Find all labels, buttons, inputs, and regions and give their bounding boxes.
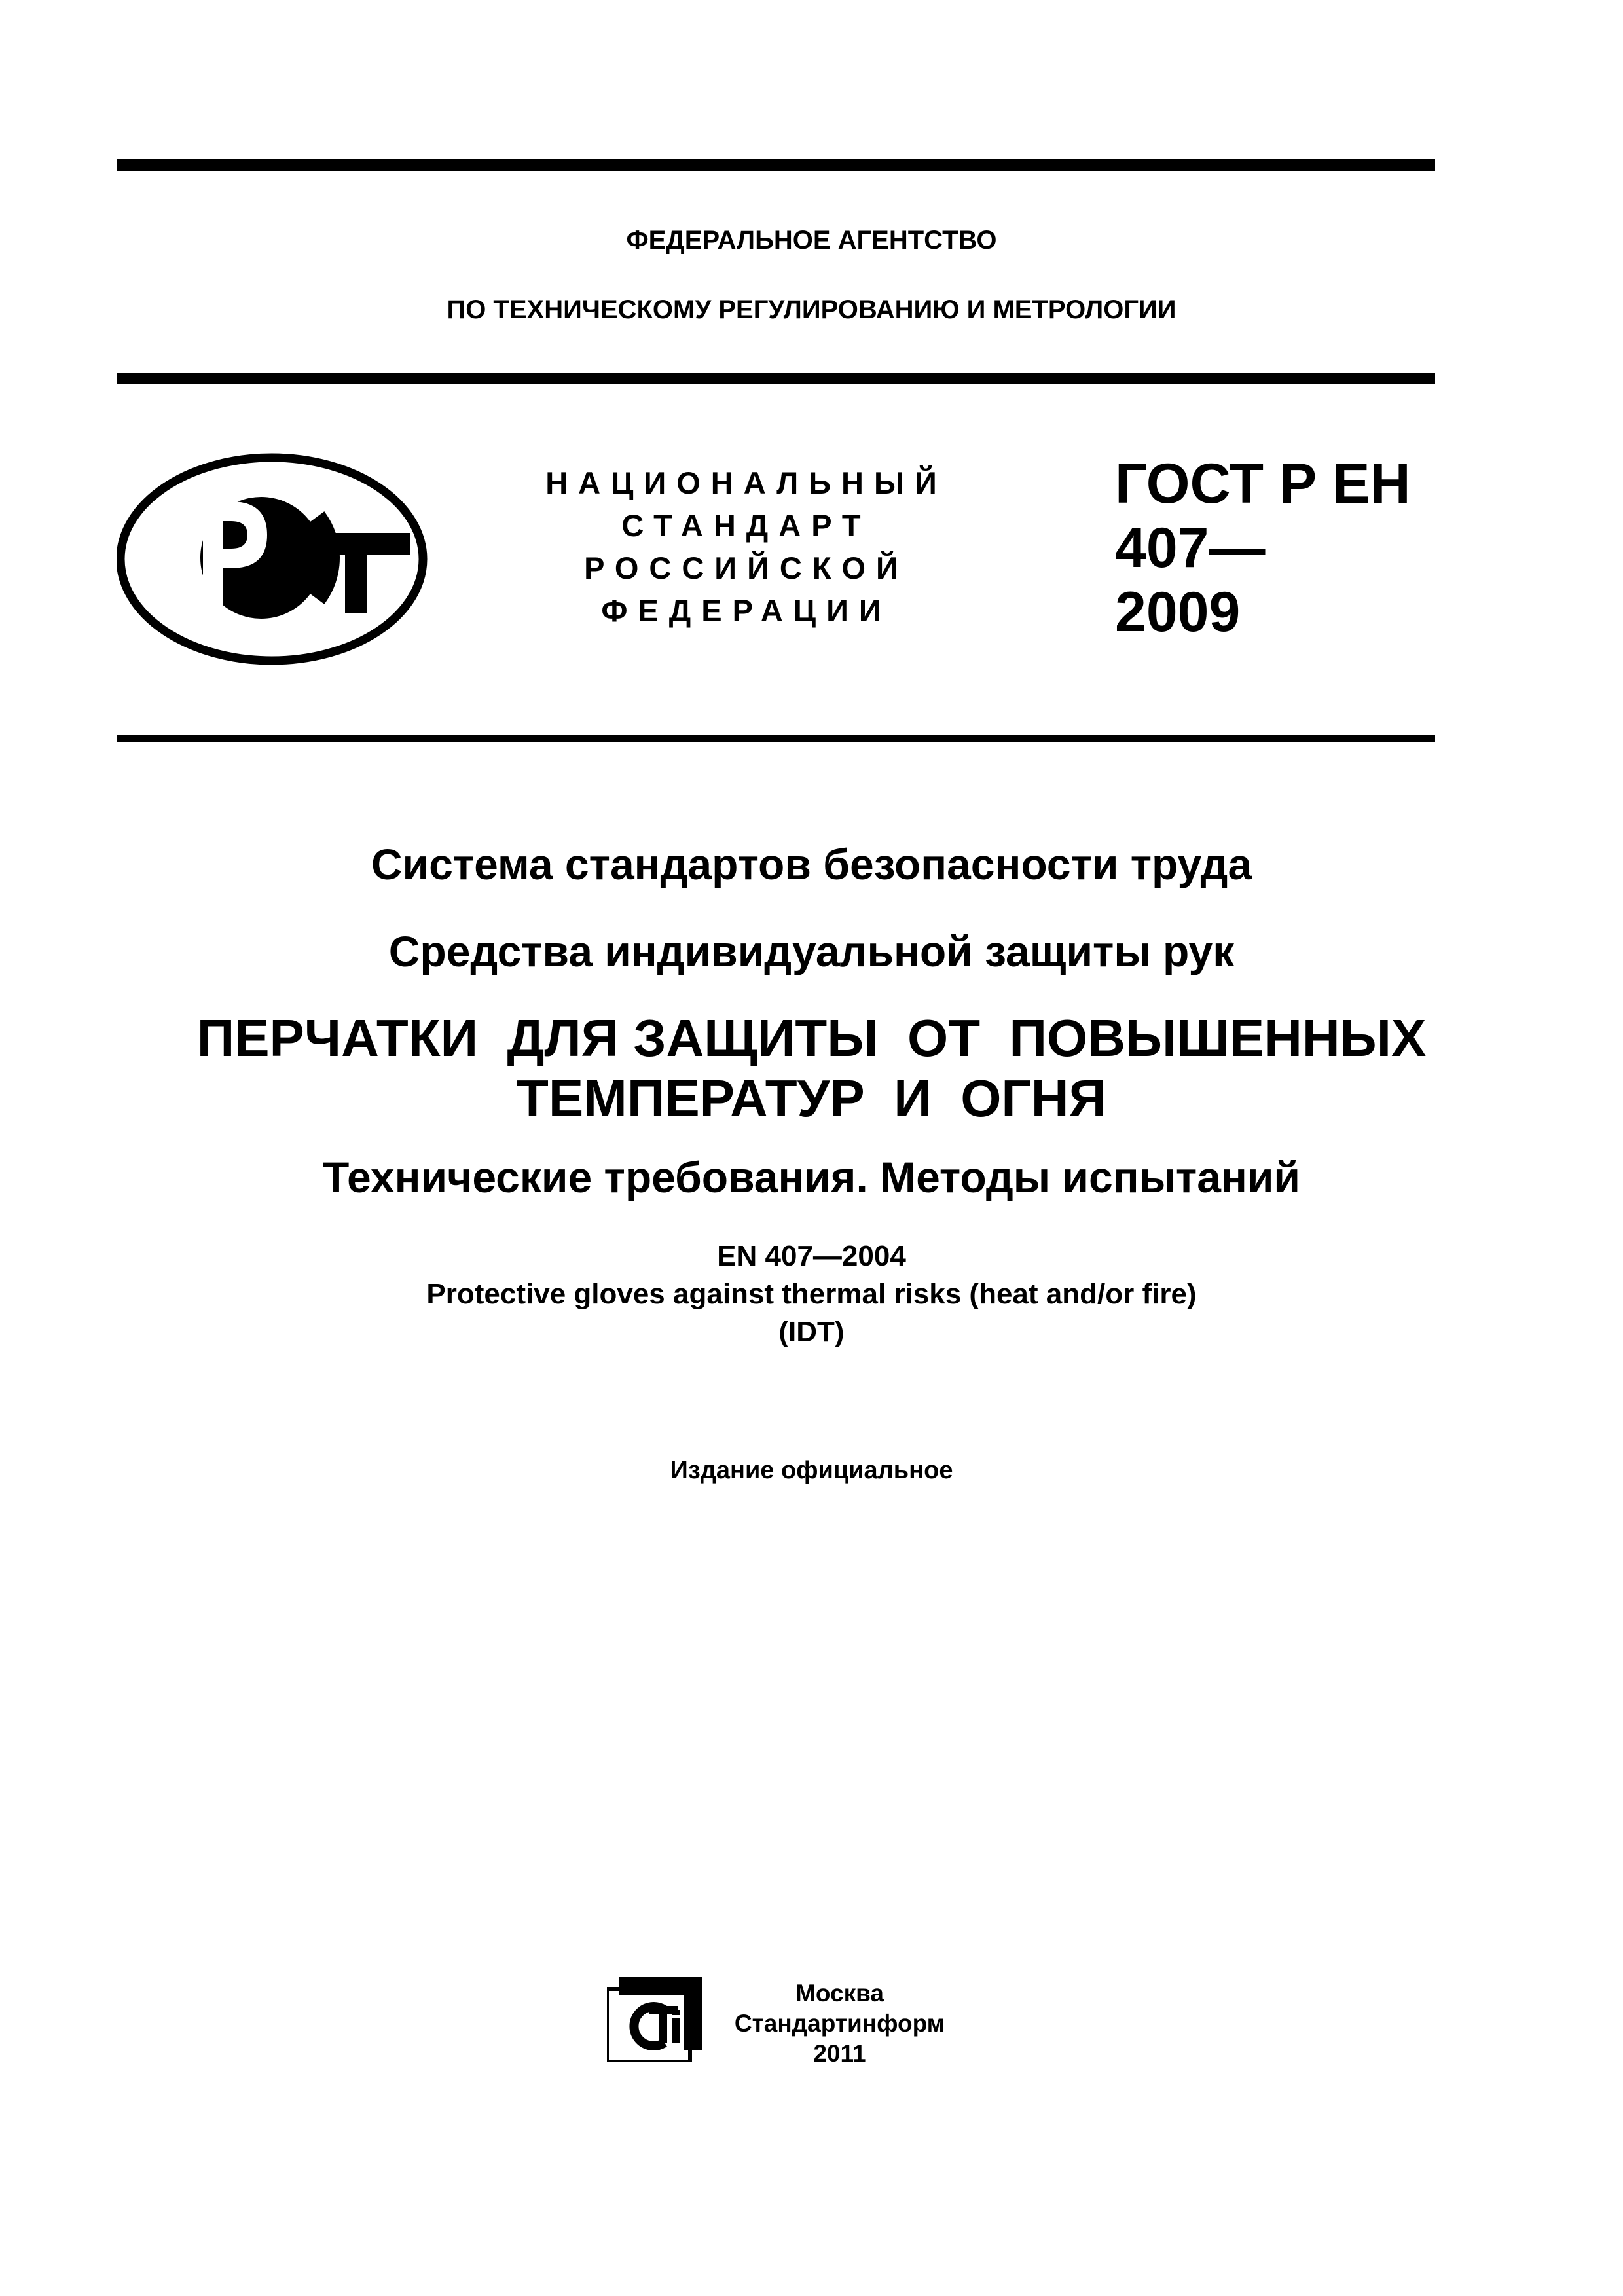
subsystem-title: Средства индивидуальной защиты рук <box>388 927 1235 975</box>
en-title: Protective gloves against thermal risks (heat and/or fire) <box>426 1278 1197 1310</box>
designation-line-1: ГОСТ Р ЕН <box>1115 452 1411 515</box>
main-title-line-2: ТЕМПЕРАТУР И ОГНЯ <box>516 1069 1107 1127</box>
national-line-3: РОССИЙСКОЙ <box>584 551 909 585</box>
main-title-line-1: ПЕРЧАТКИ ДЛЯ ЗАЩИТЫ ОТ ПОВЫШЕННЫХ <box>196 1009 1427 1067</box>
publisher-year: 2011 <box>813 2040 866 2067</box>
designation-line-2: 407— <box>1115 517 1266 579</box>
subtitle: Технические требования. Методы испытаний <box>323 1153 1300 1201</box>
national-standard-label <box>511 462 982 632</box>
rst-logo <box>117 453 428 666</box>
national-line-1: НАЦИОНАЛЬНЫЙ <box>545 465 947 500</box>
agency-line-2: ПО ТЕХНИЧЕСКОМУ РЕГУЛИРОВАНИЮ И МЕТРОЛОГИИ <box>447 295 1176 324</box>
agency-line-1: ФЕДЕРАЛЬНОЕ АГЕНТСТВО <box>626 226 997 255</box>
national-line-2: СТАНДАРТ <box>621 508 871 543</box>
designation-line-3: 2009 <box>1115 581 1241 644</box>
top-rule <box>117 159 1435 171</box>
publisher-name: Стандартинформ <box>734 2010 945 2037</box>
standard-designation <box>1115 452 1411 644</box>
national-line-4: ФЕДЕРАЦИИ <box>601 593 892 628</box>
edition-label: Издание официальное <box>670 1457 953 1484</box>
header-bottom-rule <box>117 373 1435 384</box>
main-title <box>0 1008 1623 1129</box>
en-reference <box>0 1237 1623 1351</box>
system-title: Система стандартов безопасности труда <box>371 840 1252 888</box>
designation-bottom-rule <box>117 735 1435 742</box>
en-degree: (IDT) <box>778 1316 845 1348</box>
standartinform-logo <box>607 1977 702 2062</box>
publisher-block <box>730 1978 949 2069</box>
publisher-city: Москва <box>795 1980 884 2007</box>
en-code: EN 407—2004 <box>717 1240 906 1272</box>
